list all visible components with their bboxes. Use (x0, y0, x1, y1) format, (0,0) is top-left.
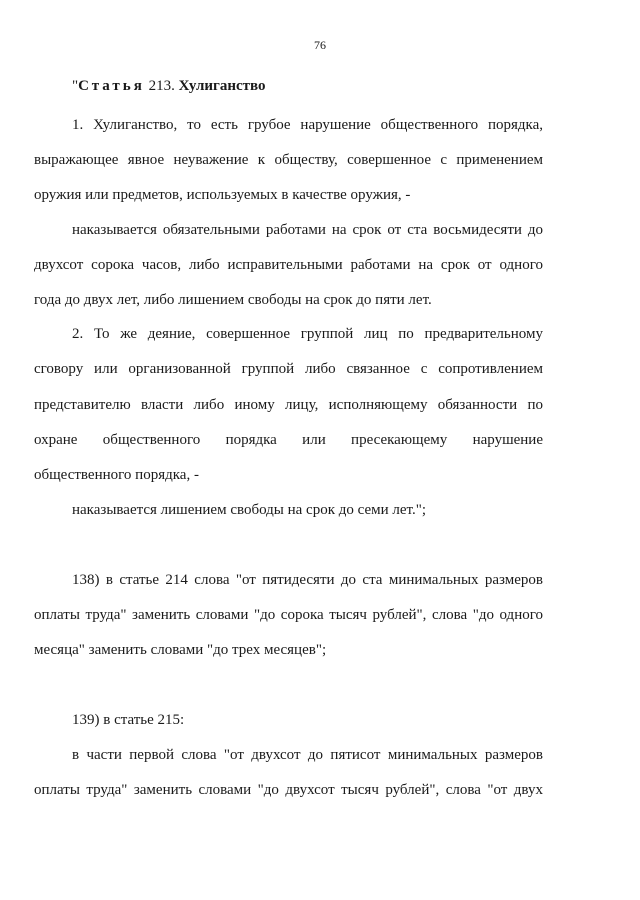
article-heading (72, 76, 266, 96)
text-line-18: оплаты труда" заменить словами "до двухсот тысяч рублей", слова "от двух (34, 782, 543, 798)
text-line-10: охране общественного порядка или пресекающему нарушение (34, 432, 543, 448)
text-line-6: года до двух лет, либо лишением свободы на срок до пяти лет. (34, 292, 432, 308)
text-line-16: 139) в статье 215: (72, 712, 185, 728)
text-line-15: месяца" заменить словами "до трех месяцев"; (34, 642, 327, 658)
article-title: Хулиганство (178, 78, 266, 94)
text-line-13: 138) в статье 214 слова "от пятидесяти до ста минимальных размеров (72, 572, 543, 588)
text-line-4: наказывается обязательными работами на срок от ста восьмидесяти до (72, 222, 543, 238)
text-line-2: выражающее явное неуважение к обществу, совершенное с применением (34, 152, 543, 168)
text-line-5: двухсот сорока часов, либо исправительными работами на срок от одного (34, 257, 543, 273)
text-line-17: в части первой слова "от двухсот до пятисот минимальных размеров (72, 747, 543, 763)
article-number: 213. (144, 78, 179, 94)
text-line-11: общественного порядка, - (34, 467, 199, 483)
text-line-1: 1. Хулиганство, то есть грубое нарушение общественного порядка, (72, 117, 543, 133)
text-line-3: оружия или предметов, используемых в качестве оружия, - (34, 187, 411, 203)
article-open-quote: " (72, 78, 79, 94)
article-word: Статья (78, 78, 145, 94)
text-line-14: оплаты труда" заменить словами "до сорока тысяч рублей", слова "до одного (34, 607, 543, 623)
text-line-7: 2. То же деяние, совершенное группой лиц по предварительному (72, 326, 543, 342)
text-line-8: сговору или организованной группой либо связанное с сопротивлением (34, 361, 543, 377)
text-line-9: представителю власти либо иному лицу, исполняющему обязанности по (34, 397, 543, 413)
page-number: 76 (314, 38, 326, 52)
text-line-12: наказывается лишением свободы на срок до семи лет."; (72, 502, 427, 518)
